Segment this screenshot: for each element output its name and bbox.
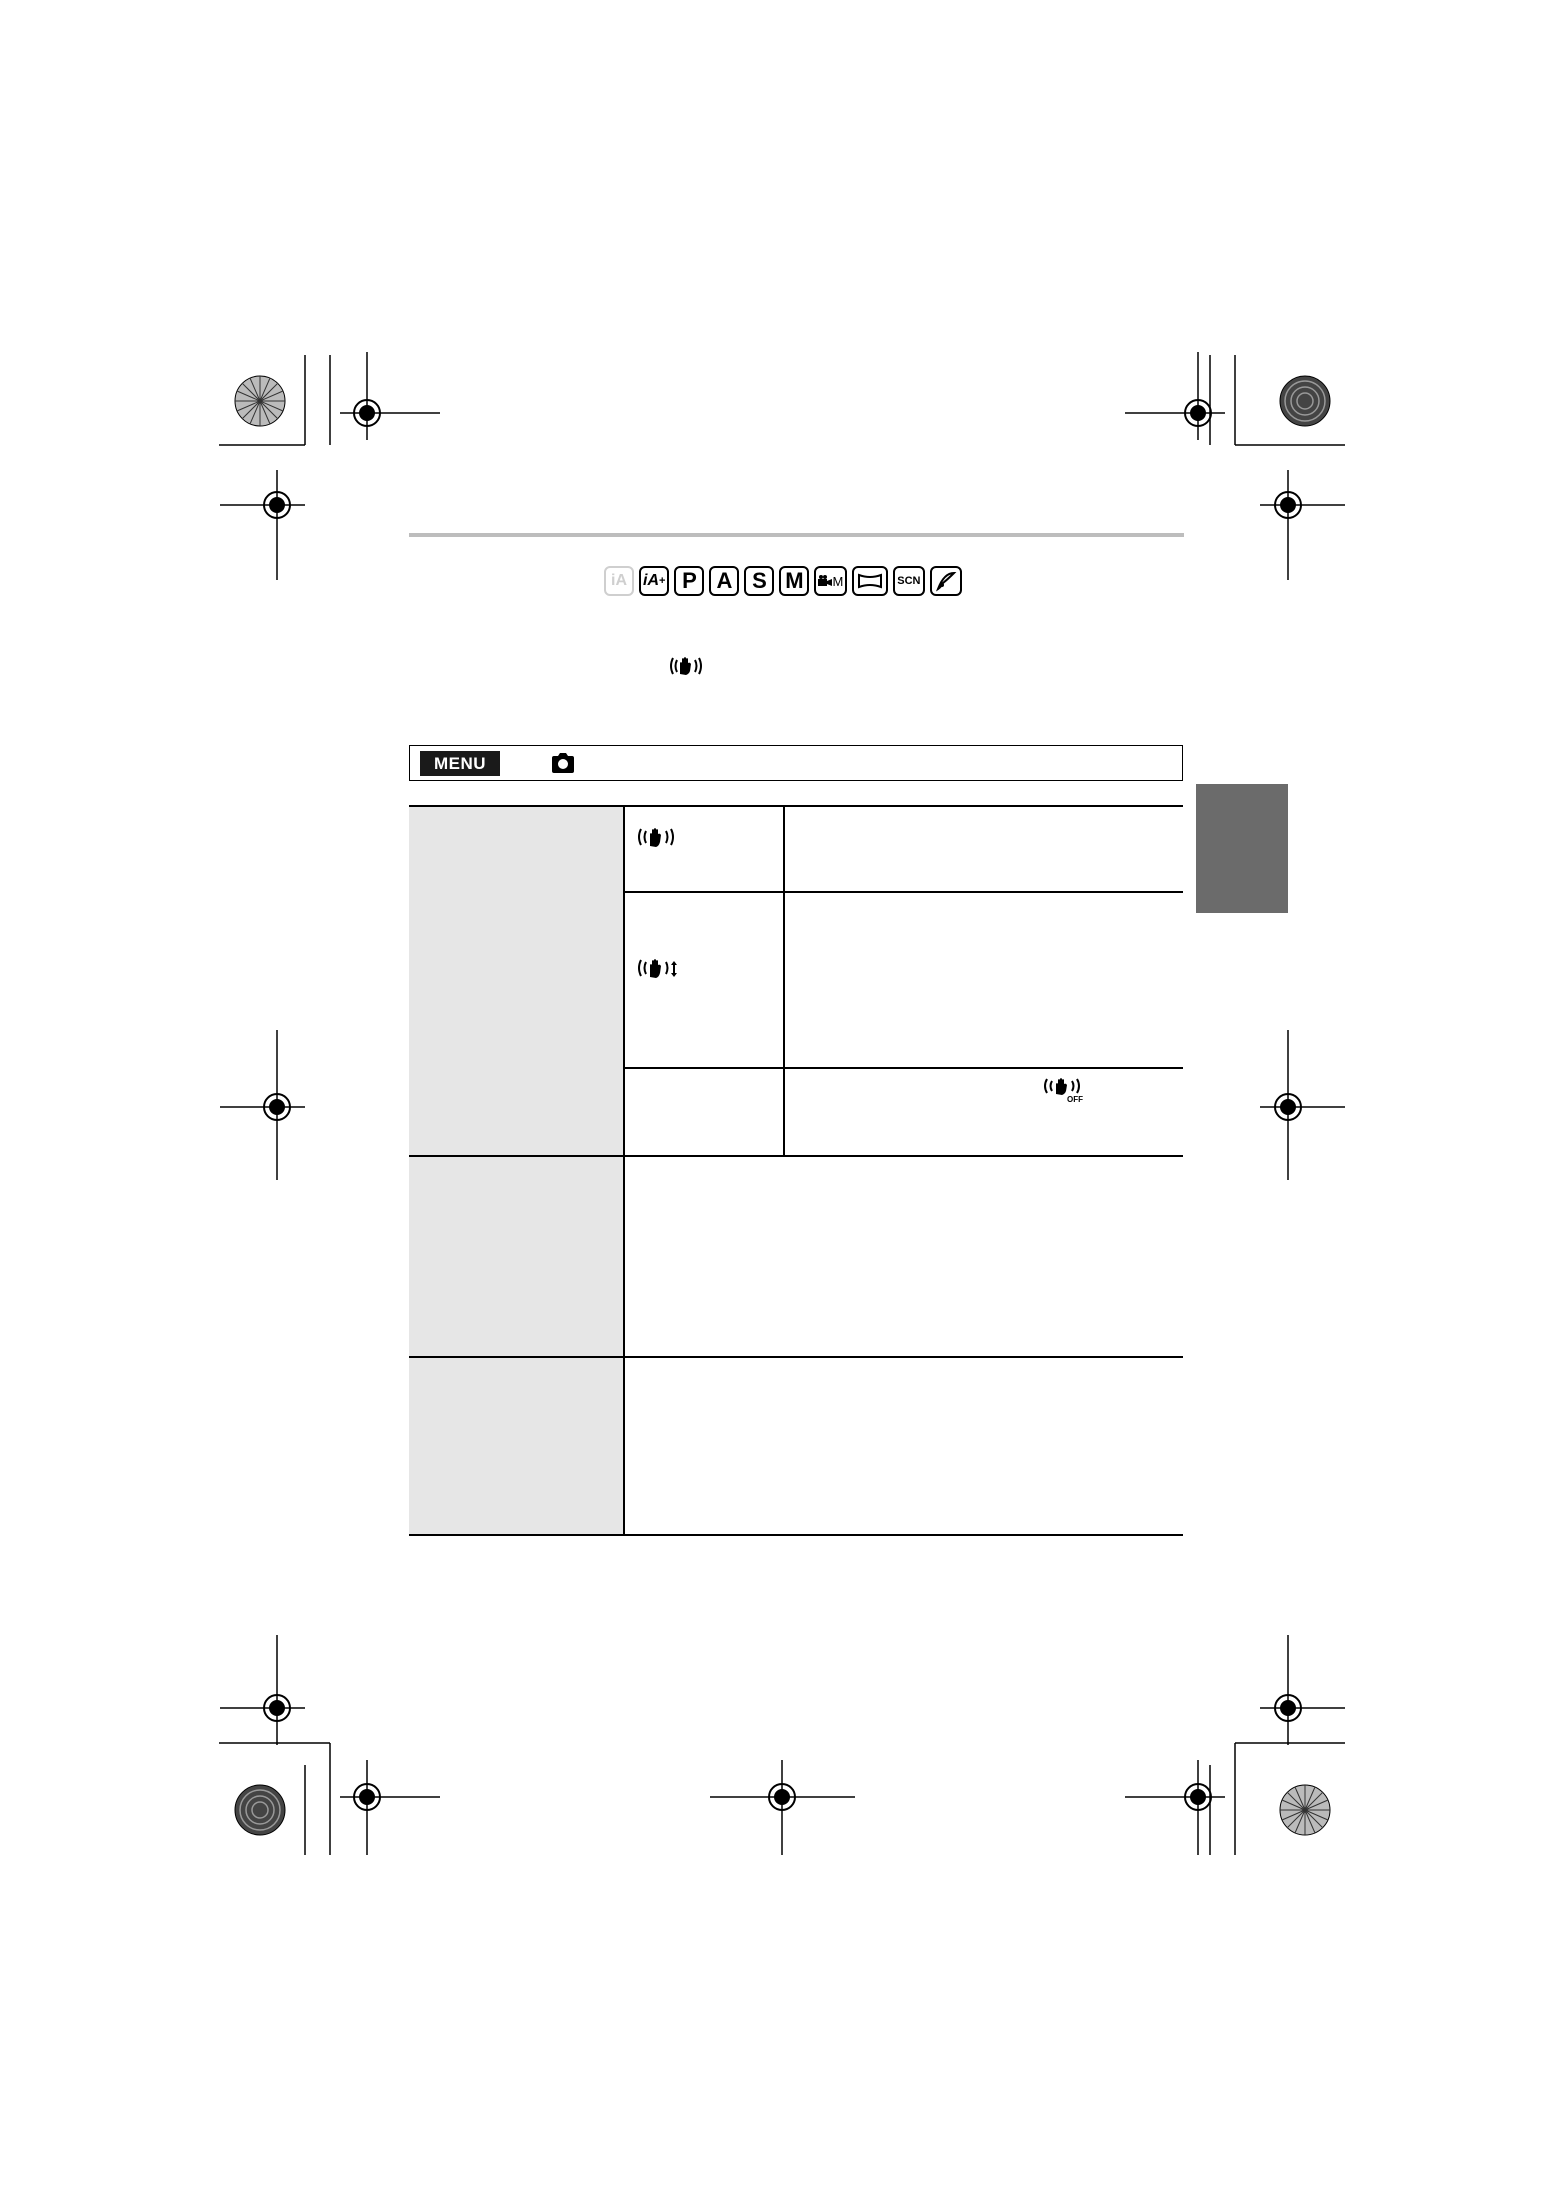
table-row-divider <box>623 891 1183 893</box>
creative-video-icon: M <box>814 566 847 596</box>
creative-control-icon <box>930 566 962 596</box>
chapter-side-tab <box>1196 784 1288 913</box>
stabilizer-panning-icon <box>636 955 682 986</box>
panorama-icon <box>852 566 888 596</box>
table-header-cell-3 <box>409 1358 623 1536</box>
table-header-cell-2 <box>409 1157 623 1356</box>
stabilizer-off-icon <box>1042 1075 1084 1108</box>
aperture-priority-icon: A <box>709 566 739 596</box>
mode-icons-row <box>604 565 962 597</box>
menu-path-bar <box>409 745 1183 781</box>
table-col-divider <box>623 806 625 1535</box>
menu-badge: MENU <box>420 751 500 776</box>
table-top-border <box>409 805 1183 807</box>
program-mode-icon: P <box>674 566 704 596</box>
table-col-divider <box>783 806 785 1157</box>
table-row-divider <box>409 1356 1183 1358</box>
stabilizer-normal-icon <box>636 824 676 855</box>
intelligent-auto-plus-icon: iA + <box>639 566 669 596</box>
table-row-divider <box>623 1067 1183 1069</box>
shutter-priority-icon: S <box>744 566 774 596</box>
table-header-cell-1 <box>409 806 623 1155</box>
table-row-divider <box>409 1155 1183 1157</box>
camera-icon <box>550 751 576 780</box>
scene-guide-icon: SCN <box>893 566 924 596</box>
stabilizer-intro-icon <box>668 654 704 683</box>
table-bottom-border <box>409 1534 1183 1536</box>
intelligent-auto-icon: iA <box>604 566 634 596</box>
svg-text:OFF: OFF <box>1067 1095 1083 1103</box>
manual-mode-icon: M <box>779 566 809 596</box>
header-rule <box>409 533 1184 537</box>
